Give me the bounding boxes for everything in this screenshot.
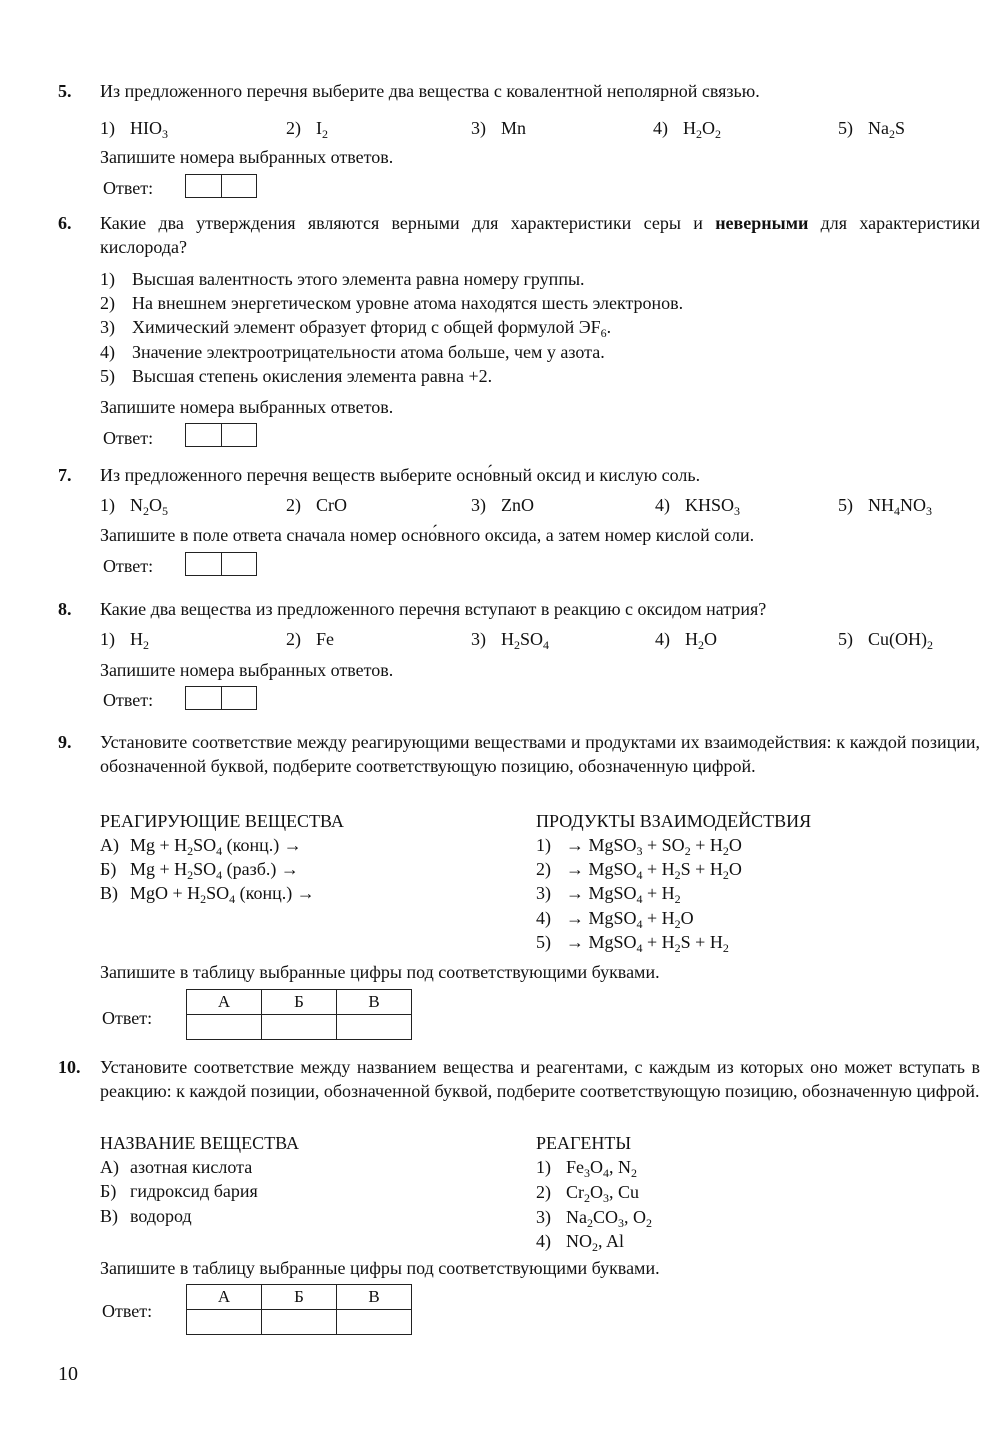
option-formula: $H_2O_2$	[683, 118, 721, 141]
option-formula: $H_2SO_4$	[501, 629, 550, 652]
subscript: 2	[143, 638, 149, 652]
subscript: 2	[715, 127, 721, 141]
statement-text: На внешнем энергетическом уровне атома находятся шесть электронов.	[132, 293, 684, 313]
statement-number: 2)	[100, 293, 115, 313]
product-number: 5)	[536, 932, 551, 952]
option-number: 5)	[838, 495, 853, 515]
subscript: 2	[698, 638, 704, 652]
subscript: 2	[187, 868, 194, 882]
reactant-letter: В)	[100, 883, 118, 903]
reagent-formula: $Na_2CO_3$, $O_2$	[566, 1207, 653, 1230]
subscript: 4	[543, 638, 550, 652]
subscript: 2	[592, 1240, 598, 1254]
left-column-title: РЕАГИРУЮЩИЕ ВЕЩЕСТВА	[100, 811, 344, 831]
page-number: 10	[58, 1363, 78, 1385]
subscript: 2	[674, 917, 681, 931]
answer-box[interactable]	[185, 552, 257, 576]
option-formula: Fe	[316, 629, 334, 649]
option-formula: $KHSO_3$	[685, 495, 741, 518]
reactant-letter: Б)	[100, 859, 117, 879]
answer-cell-v[interactable]	[337, 1310, 412, 1335]
option-number: 2)	[286, 495, 301, 515]
question-text: Из предложенного перечня выберите два вещества с ковалентной неполярной связью.	[100, 81, 760, 101]
question-number: 9.	[58, 732, 72, 752]
subscript: 5	[162, 504, 168, 518]
subscript: 2	[322, 127, 328, 141]
subscript: 3	[603, 1191, 609, 1205]
option-number: 3)	[471, 495, 486, 515]
statement-text: Химический элемент образует фторид с общей формулой $ЭF_6$.	[132, 317, 612, 340]
subscript: 4	[636, 917, 643, 931]
answer-label: Ответ:	[102, 1301, 153, 1321]
question-text	[100, 212, 980, 259]
question-number: 7.	[58, 465, 72, 485]
subscript: 2	[646, 1216, 653, 1230]
subscript: 3	[636, 844, 643, 858]
subscript: 3	[926, 504, 932, 518]
option-formula: $H_2O$	[685, 629, 717, 652]
option-formula: $I_2$	[316, 118, 328, 141]
product-formula: → MgSO$_4$ + $H_2$	[566, 883, 681, 906]
reagent-number: 4)	[536, 1231, 551, 1251]
option-formula: $H_2$	[130, 629, 149, 652]
question-text: Какие два вещества из предложенного перечня вступают в реакцию с оксидом натрия?	[100, 599, 767, 619]
statement-text: Значение электроотрицательности атома больше, чем у азота.	[132, 342, 605, 362]
question-number: 6.	[58, 213, 72, 233]
subscript: 2	[143, 504, 149, 518]
answer-label: Ответ:	[103, 556, 154, 576]
question-text-bold: неверными	[715, 213, 809, 233]
option-number: 4)	[655, 629, 670, 649]
answer-cell-a[interactable]	[187, 1015, 262, 1040]
substance-name: гидроксид бария	[130, 1181, 258, 1201]
subscript: 6	[600, 326, 607, 340]
option-number: 1)	[100, 629, 115, 649]
reactant-letter: А)	[100, 835, 119, 855]
product-number: 3)	[536, 883, 551, 903]
option-number: 5)	[838, 118, 853, 138]
statement-number: 3)	[100, 317, 115, 337]
instruction-text: Запишите номера выбранных ответов.	[100, 397, 394, 417]
reagent-number: 3)	[536, 1207, 551, 1227]
reagent-formula: $Fe_3O_4$, $N_2$	[566, 1157, 637, 1180]
table-header-a: А	[187, 1285, 262, 1310]
subscript: 2	[722, 868, 729, 882]
subscript: 2	[200, 892, 207, 906]
substance-letter: Б)	[100, 1181, 117, 1201]
subscript: 2	[927, 638, 933, 652]
statement-number: 4)	[100, 342, 115, 362]
table-header-v: В	[337, 990, 412, 1015]
statement-number: 5)	[100, 366, 115, 386]
answer-label: Ответ:	[103, 428, 154, 448]
product-number: 1)	[536, 835, 551, 855]
subscript: 4	[216, 868, 223, 882]
table-header-b: Б	[262, 990, 337, 1015]
subscript: 4	[636, 868, 643, 882]
table-header-b: Б	[262, 1285, 337, 1310]
table-header-v: В	[337, 1285, 412, 1310]
reactant-formula: MgO + $H_2SO_4$ (конц.) →	[130, 883, 315, 906]
option-number: 4)	[655, 495, 670, 515]
right-column-title: РЕАГЕНТЫ	[536, 1133, 632, 1153]
option-formula: $NH_4NO_3$	[868, 495, 932, 518]
question-number: 10.	[58, 1057, 81, 1077]
question-text: Установите соответствие между названием вещества и реагентами, с каждым из которых оно может вступать в реакцию: к каждой позиции, обозначенной буквой, подберите соответствующую позицию, обозначенную цифрой.	[100, 1057, 980, 1101]
option-formula: CrO	[316, 495, 347, 515]
subscript: 2	[514, 638, 520, 652]
substance-letter: А)	[100, 1157, 119, 1177]
subscript: 3	[162, 127, 168, 141]
reagent-number: 2)	[536, 1182, 551, 1202]
subscript: 2	[722, 941, 729, 955]
left-column-title: НАЗВАНИЕ ВЕЩЕСТВА	[100, 1133, 299, 1153]
answer-cell-b[interactable]	[262, 1015, 337, 1040]
product-formula: → MgSO$_4$ + $H_2S + H_2$	[566, 932, 729, 955]
subscript: 4	[603, 1166, 609, 1180]
subscript: 3	[734, 504, 741, 518]
subscript: 4	[636, 892, 643, 906]
option-number: 2)	[286, 118, 301, 138]
product-number: 4)	[536, 908, 551, 928]
reactant-formula: $Mg + H_2SO_4$ (конц.) →	[130, 835, 302, 858]
substance-name: азотная кислота	[130, 1157, 253, 1177]
subscript: 2	[722, 844, 729, 858]
answer-cell-a[interactable]	[187, 1310, 262, 1335]
subscript: 4	[216, 844, 223, 858]
subscript: 2	[674, 868, 681, 882]
statement-text: Высшая степень окисления элемента равна +2.	[132, 366, 493, 386]
reactant-formula: $Mg + H_2SO_4$ (разб.) →	[130, 859, 299, 882]
subscript: 2	[587, 1216, 593, 1230]
question-text: Из предложенного перечня веществ выберите осно́вный оксид и кислую соль.	[100, 465, 701, 485]
reagent-formula: $Cr_2O_3$, Cu	[566, 1182, 640, 1205]
question-number: 8.	[58, 599, 72, 619]
product-formula: → MgSO$_3$ + $SO_2 + H_2O$	[566, 835, 742, 858]
instruction-text: Запишите в таблицу выбранные цифры под соответствующими буквами.	[100, 962, 660, 982]
subscript: 3	[584, 1166, 590, 1180]
instruction-text: Запишите номера выбранных ответов.	[100, 660, 394, 680]
product-formula: → MgSO$_4$ + $H_2S + H_2O$	[566, 859, 742, 882]
subscript: 2	[674, 892, 681, 906]
answer-cell-b[interactable]	[262, 1310, 337, 1335]
option-number: 3)	[471, 118, 486, 138]
product-number: 2)	[536, 859, 551, 879]
option-number: 1)	[100, 495, 115, 515]
option-formula: $N_2O_5$	[130, 495, 168, 518]
subscript: 2	[187, 844, 194, 858]
subscript: 2	[584, 1191, 590, 1205]
subscript: 3	[618, 1216, 625, 1230]
option-number: 5)	[838, 629, 853, 649]
answer-box[interactable]	[185, 686, 257, 710]
answer-table	[186, 989, 412, 1040]
option-formula: $Cu(OH)_2$	[868, 629, 933, 652]
answer-label: Ответ:	[103, 690, 154, 710]
reagent-number: 1)	[536, 1157, 551, 1177]
instruction-text: Запишите в поле ответа сначала номер осно́вного оксида, а затем номер кислой соли.	[100, 525, 755, 545]
substance-name: водород	[130, 1206, 192, 1226]
answer-box[interactable]	[185, 423, 257, 447]
subscript: 2	[889, 127, 895, 141]
question-text-part: Какие два утверждения являются верными для характеристики серы и	[100, 213, 716, 233]
substance-letter: В)	[100, 1206, 118, 1226]
answer-label: Ответ:	[102, 1008, 153, 1028]
subscript: 4	[636, 941, 643, 955]
instruction-text: Запишите в таблицу выбранные цифры под соответствующими буквами.	[100, 1258, 660, 1278]
answer-box[interactable]	[185, 174, 257, 198]
question-number: 5.	[58, 81, 72, 101]
table-header-a: А	[187, 990, 262, 1015]
answer-cell-v[interactable]	[337, 1015, 412, 1040]
subscript: 4	[229, 892, 236, 906]
option-number: 1)	[100, 118, 115, 138]
statement-number: 1)	[100, 269, 115, 289]
product-formula: → MgSO$_4$ + $H_2O$	[566, 908, 694, 931]
subscript: 2	[696, 127, 702, 141]
instruction-text: Запишите номера выбранных ответов.	[100, 147, 394, 167]
statement-text: Высшая валентность этого элемента равна номеру группы.	[132, 269, 585, 289]
option-formula: $Na_2S$	[868, 118, 906, 141]
answer-label: Ответ:	[103, 178, 154, 198]
subscript: 2	[684, 844, 691, 858]
option-formula: ZnO	[501, 495, 534, 515]
option-formula: Mn	[501, 118, 527, 138]
reagent-formula: $NO_2$, Al	[566, 1231, 625, 1254]
question-text: Установите соответствие между реагирующими веществами и продуктами их взаимодействия: к каждой позиции, обозначенной буквой, подберите соответствующую позицию, обозначенную цифрой.	[100, 732, 980, 776]
right-column-title: ПРОДУКТЫ ВЗАИМОДЕЙСТВИЯ	[536, 811, 812, 831]
subscript: 4	[894, 504, 900, 518]
option-number: 3)	[471, 629, 486, 649]
question-text-part: для характеристики кислорода?	[100, 213, 980, 257]
option-number: 4)	[653, 118, 668, 138]
subscript: 2	[674, 941, 681, 955]
option-formula: $HIO_3$	[130, 118, 168, 141]
option-number: 2)	[286, 629, 301, 649]
subscript: 2	[631, 1166, 637, 1180]
answer-table	[186, 1284, 412, 1335]
